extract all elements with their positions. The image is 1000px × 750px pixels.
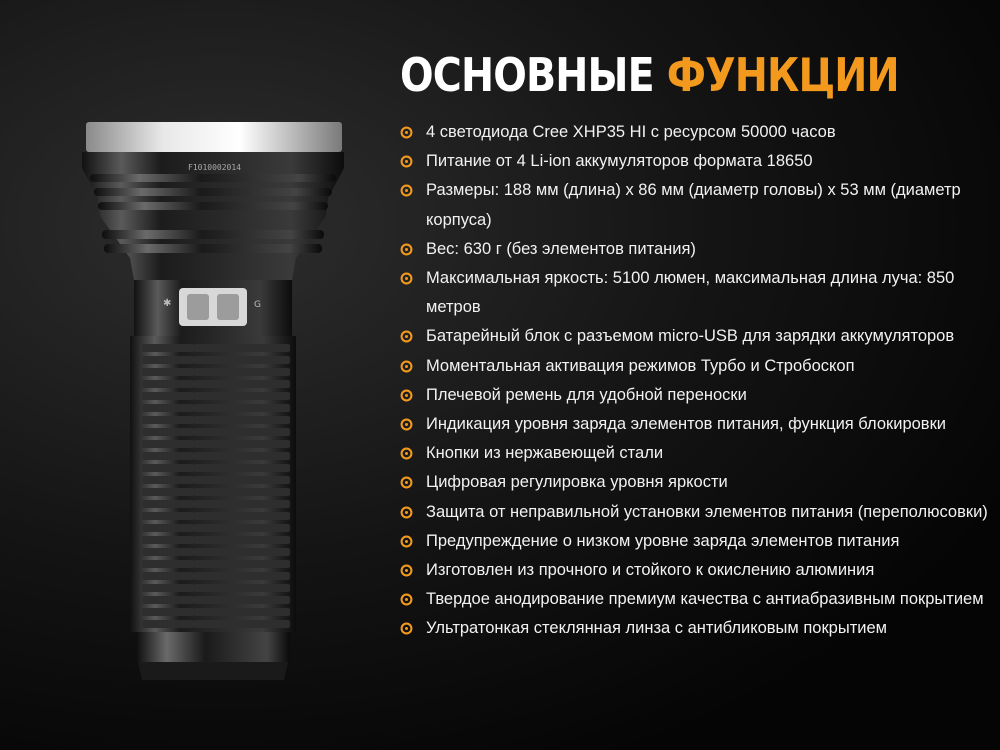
feature-text: Батарейный блок с разъемом micro-USB для зарядки аккумуляторов	[426, 327, 955, 346]
feature-item	[398, 235, 988, 264]
orange-ring-bullet-icon	[400, 535, 413, 548]
orange-ring-bullet-icon	[400, 360, 413, 373]
orange-ring-bullet-icon	[400, 593, 413, 606]
feature-text: Питание от 4 Li-ion аккумуляторов формата 18650	[426, 152, 813, 171]
feature-item	[398, 410, 988, 439]
feature-text: Моментальная активация режимов Турбо и Стробоскоп	[426, 356, 855, 375]
orange-ring-bullet-icon	[400, 272, 413, 285]
serial-engraving: F1010002014	[188, 163, 241, 172]
orange-ring-bullet-icon	[400, 564, 413, 577]
feature-text: Вес: 630 г (без элементов питания)	[426, 239, 696, 258]
orange-ring-bullet-icon	[400, 476, 413, 489]
orange-ring-bullet-icon	[400, 389, 413, 402]
feature-item	[398, 381, 988, 410]
feature-item	[398, 585, 988, 614]
svg-text:G: G	[254, 300, 261, 310]
orange-ring-bullet-icon	[400, 243, 413, 256]
orange-ring-bullet-icon	[400, 447, 413, 460]
feature-text: Ультратонкая стеклянная линза с антибликовым покрытием	[426, 619, 888, 638]
feature-text: Размеры: 188 мм (длина) x 86 мм (диаметр головы) x 53 мм (диаметр корпуса)	[426, 181, 961, 229]
feature-item	[398, 527, 988, 556]
feature-list	[398, 118, 988, 644]
orange-ring-bullet-icon	[400, 506, 413, 519]
orange-ring-bullet-icon	[400, 126, 413, 139]
feature-text: Индикация уровня заряда элементов питания, функция блокировки	[426, 415, 946, 434]
tail-base	[138, 662, 288, 680]
title-word-accent: ФУНКЦИИ	[666, 48, 899, 102]
feature-text: Плечевой ремень для удобной переноски	[426, 385, 747, 404]
feature-item	[398, 439, 988, 468]
feature-item	[398, 352, 988, 381]
feature-item	[398, 118, 988, 147]
feature-text: Защита от неправильной установки элементов питания (переполюсовки)	[426, 502, 988, 521]
feature-text: Максимальная яркость: 5100 люмен, максимальная длина луча: 850 метров	[426, 269, 955, 317]
feature-item	[398, 468, 988, 497]
page-title	[400, 48, 899, 102]
feature-item	[398, 176, 988, 234]
feature-text: 4 светодиода Cree XHP35 HI с ресурсом 50000 часов	[426, 123, 836, 141]
feature-text: Кнопки из нержавеющей стали	[426, 444, 664, 463]
feature-item	[398, 556, 988, 585]
orange-ring-bullet-icon	[400, 155, 413, 168]
feature-item	[398, 264, 988, 322]
feature-text: Твердое анодирование премиум качества с антиабразивным покрытием	[426, 590, 984, 609]
title-word-main: ОСНОВНЫЕ	[400, 48, 654, 102]
feature-item	[398, 322, 988, 351]
orange-ring-bullet-icon	[400, 418, 413, 431]
feature-text: Изготовлен из прочного и стойкого к окислению алюминия	[426, 561, 875, 580]
tail-cap	[136, 632, 290, 662]
feature-item	[398, 498, 988, 527]
feature-item	[398, 614, 988, 643]
svg-text:✱: ✱	[163, 298, 172, 309]
flashlight-image	[78, 108, 348, 688]
feature-text: Предупреждение о низком уровне заряда элементов питания	[426, 531, 900, 550]
feature-text: Цифровая регулировка уровня яркости	[426, 473, 728, 492]
flashlight-bezel	[86, 122, 342, 152]
orange-ring-bullet-icon	[400, 184, 413, 197]
orange-ring-bullet-icon	[400, 330, 413, 343]
orange-ring-bullet-icon	[400, 622, 413, 635]
feature-item	[398, 147, 988, 176]
